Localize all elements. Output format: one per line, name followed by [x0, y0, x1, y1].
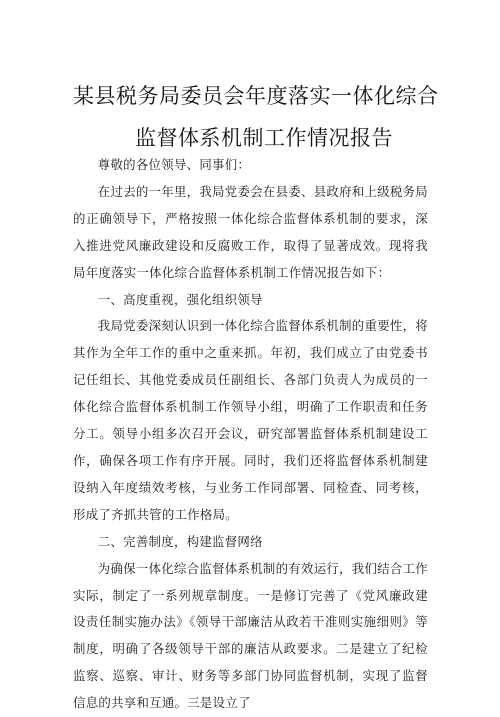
- section-heading-1: 一、高度重视，强化组织领导: [97, 291, 263, 307]
- document-title-line-1: 某县税务局委员会年度落实一体化综合: [73, 84, 439, 108]
- salutation: 尊敬的各位领导、同事们：: [97, 157, 251, 172]
- section-heading-2: 二、完善制度，构建监督网络: [97, 533, 263, 549]
- document-title-line-2: 监督体系机制工作情况报告: [135, 126, 393, 150]
- section-1-paragraph: 我局党委深刻认识到一体化综合监督体系机制的重要性，将其作为全年工作的重中之重来抓。年初，我们成立了由党委书记任组长、其他党委成员任副组长、各部门负责人为成员的一体化综合监督体系机制工作领导小组，明确了工作职责和任务分工。领导小组多次召开会议，研究部署监督体系机制建设工作，确保各项工作有序开展。同时，我们还将监督体系机制建设纳入年度绩效考核，与业务工作同部署、同检查、同考核，形成了齐抓共管的工作格局。: [73, 318, 428, 522]
- section-2-paragraph: 为确保一体化综合监督体系机制的有效运行，我们结合工作实际，制定了一系列规章制度。一是修订完善了《党风廉政建设责任制实施办法》《领导干部廉洁从政若干准则实施细则》等制度，明确了各级领导干部的廉洁从政要求。二是建立了纪检监察、巡察、审计、财务等多部门协同监督机制，实现了监督信息的共享和互通。三是设立了: [73, 560, 428, 711]
- document-body: [73, 152, 428, 717]
- intro-paragraph: 在过去的一年里，我局党委会在县委、县政府和上级税务局的正确领导下，严格按照一体化综合监督体系机制的要求，深入推进党风廉政建设和反腐败工作，取得了显著成效。现将我局年度落实一体化综合监督体系机制工作情况报告如下：: [73, 183, 428, 280]
